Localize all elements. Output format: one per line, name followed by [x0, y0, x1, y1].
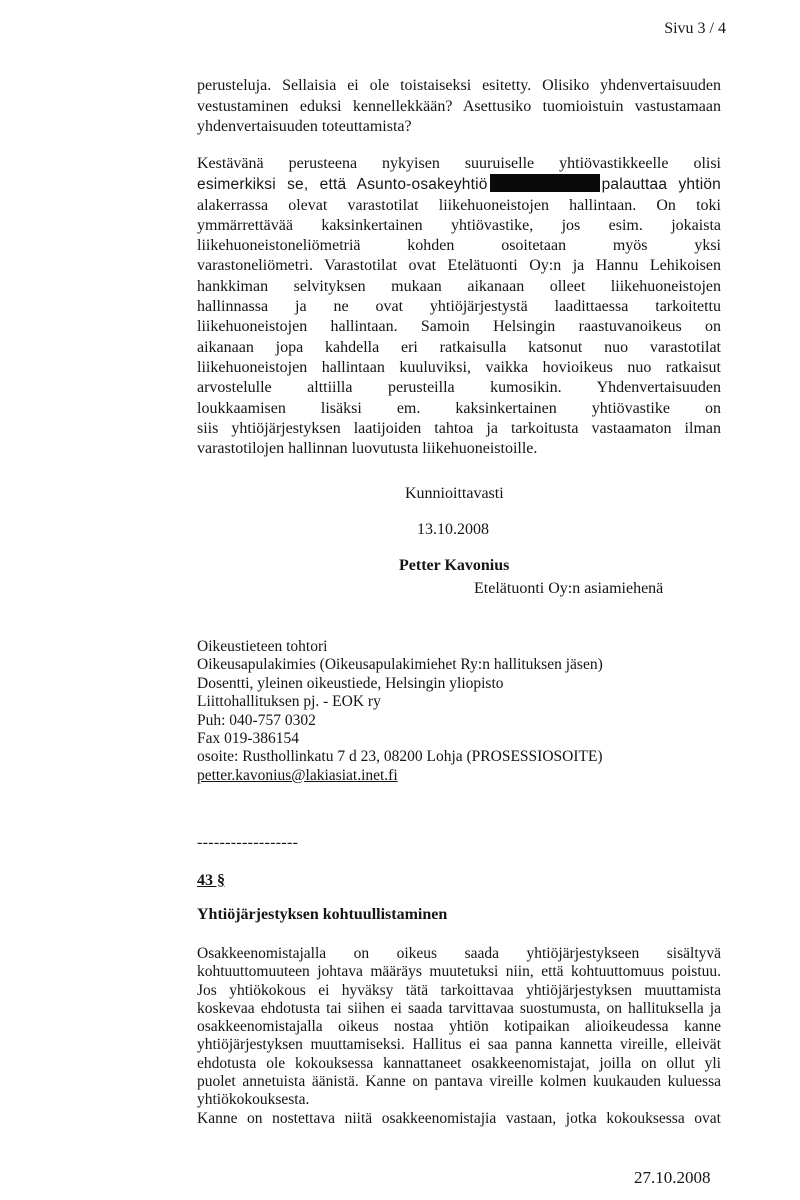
text-line: koskevaa ehdotusta tai siihen ei saada tarvittavaa suostumusta, on hallituksella ja — [197, 999, 721, 1017]
text-line: siis yhtiöjärjestyksen laatijoiden tahtoa ja tarkoitusta vastaamaton ilman — [197, 419, 721, 437]
text-line: hankkiman selvityksen mukaan aikanaan olleet liikehuoneistojen — [197, 277, 721, 295]
paragraph-argument — [197, 154, 721, 459]
page-number: Sivu 3 / 4 — [664, 20, 726, 37]
text-line: Kanne on nostettava niitä osakkeenomistajia vastaan, jotka kokouksessa ovat — [197, 1109, 721, 1127]
text-line: liikehuoneistojen hallintaan kuuluviksi, vaikka hovioikeus nuo ratkaisut — [197, 358, 721, 376]
text-line: vestustaminen eduksi kennellekkään? Asettusiko tuomioistuin vastustamaan — [197, 97, 721, 115]
text-line: yhdenvertaisuuden toteuttamista? — [197, 118, 412, 135]
text-line: aikanaan jopa kahdella eri ratkaisulla katsonut nuo varastotilat — [197, 338, 721, 356]
signer-name: Petter Kavonius — [399, 557, 510, 574]
text-line: ymmärrettävää kaksinkertainen yhtiövastike, jos esim. jokaista — [197, 216, 721, 234]
text-line: yhtiökokouksesta. — [197, 1091, 310, 1109]
text-line: Kestävänä perusteena nykyisen suuruiselle yhtiövastikkeelle olisi — [197, 155, 721, 172]
contact-line: Oikeusapulakimies (Oikeusapulakimiehet Ry:n hallituksen jäsen) — [197, 656, 603, 674]
text-line: perusteluja. Sellaisia ei ole toistaiseksi esitetty. Olisiko yhdenvertaisuuden — [197, 77, 721, 94]
signer-role: Etelätuonti Oy:n asiamiehenä — [474, 580, 664, 597]
contact-line: osoite: Rusthollinkatu 7 d 23, 08200 Lohja (PROSESSIOSOITE) — [197, 748, 603, 766]
text-line: Jos yhtiökokous ei hyväksy tätä tarkoittavaa yhtiöjärjestyksen muuttamista — [197, 981, 721, 999]
text-segment: esimerkiksi se, että Asunto-osakeyhtiö — [197, 176, 488, 194]
text-line: hallinnassa ja ne ovat yhtiöjärjestystä laadittaessa tarkoitettu — [197, 298, 721, 316]
text-line: osakkeenomistajalla oikeus nostaa yhtiön kotipaikan alioikeudessa kanne — [197, 1018, 721, 1036]
separator-line: ------------------ — [197, 834, 299, 851]
paragraph-intro — [197, 76, 721, 138]
section-number: 43 § — [197, 872, 225, 889]
footer-date: 27.10.2008 — [634, 1168, 711, 1187]
section-text — [197, 945, 721, 1128]
text-line: liikehuoneistoneliömetriä kohden osoitetaan myös yksi — [197, 237, 721, 255]
text-line: varastotilojen hallinnan luovutusta liikehuoneistoille. — [197, 440, 538, 458]
closing-phrase: Kunnioittavasti — [405, 485, 504, 502]
contact-block — [197, 638, 603, 785]
text-line: ehdotusta ole kokouksessa kannattaneet osakkeenomistajat, joilla on ollut yli — [197, 1054, 721, 1072]
contact-line: Oikeustieteen tohtori — [197, 638, 328, 655]
text-line: liikehuoneistojen hallintaan. Samoin Helsingin raastuvanoikeus on — [197, 318, 721, 336]
text-line: kohtuuttomuuteen johtava määräys muutetuksi niin, että kohtuuttomuus poistuu. — [197, 963, 721, 981]
text-line: alakerrassa olevat varastotilat liikehuoneistojen hallintaan. On toki — [197, 196, 721, 214]
text-line: yhtiöjärjestyksen muuttamiseksi. Hallitus ei saa panna kannetta vireille, elleivät — [197, 1036, 721, 1054]
contact-line: Dosentti, yleinen oikeustiede, Helsingin yliopisto — [197, 674, 504, 692]
text-line: varastoneliömetri. Varastotilat ovat Etelätuonti Oy:n ja Hannu Lehikoisen — [197, 257, 721, 275]
text-line-with-redaction — [197, 174, 721, 195]
text-line: Osakkeenomistajalla on oikeus saada yhtiöjärjestykseen sisältyvä — [197, 945, 721, 962]
signature-date: 13.10.2008 — [417, 521, 489, 538]
contact-line: Fax 019-386154 — [197, 730, 300, 748]
contact-line: Liittohallituksen pj. - EOK ry — [197, 693, 381, 711]
text-line: puolet annetuista äänistä. Kanne on pantava vireille kolmen kuukauden kuluessa — [197, 1073, 721, 1091]
text-line: arvostelulle alttiilla perusteilla kumosikin. Yhdenvertaisuuden — [197, 379, 721, 397]
text-line: loukkaamisen lisäksi em. kaksinkertainen yhtiövastike on — [197, 399, 721, 417]
section-title: Yhtiöjärjestyksen kohtuullistaminen — [197, 906, 448, 923]
contact-line: Puh: 040-757 0302 — [197, 711, 316, 729]
text-segment: palauttaa yhtiön — [601, 176, 722, 194]
email-link[interactable]: petter.kavonius@lakiasiat.inet.fi — [197, 766, 398, 784]
redaction-bar — [490, 174, 600, 192]
